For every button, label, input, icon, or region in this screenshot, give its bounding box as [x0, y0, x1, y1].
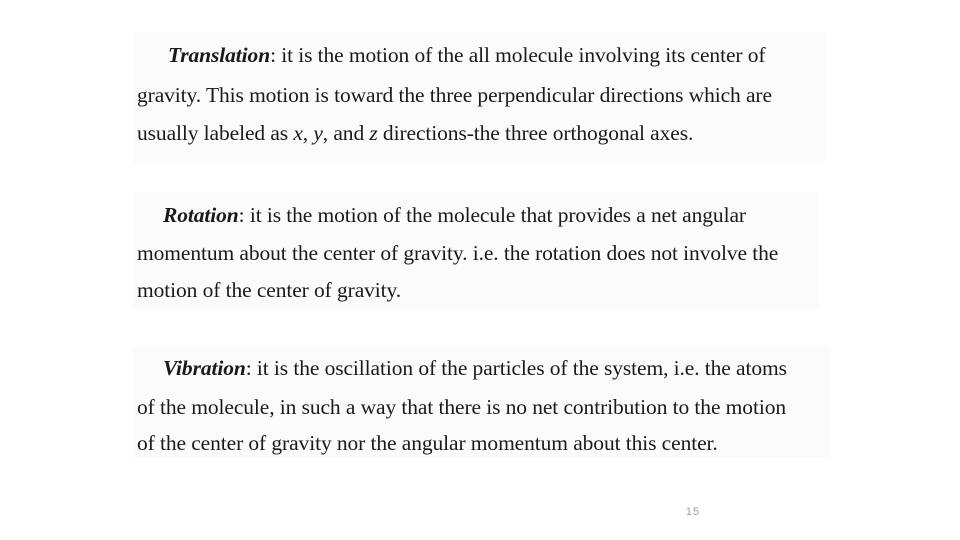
vibration-term: Vibration [163, 356, 246, 380]
page-number: 15 [685, 506, 701, 518]
rotation-line-1-text: : it is the motion of the molecule that provides a net angular [238, 203, 746, 227]
vibration-line-2: of the molecule, in such a way that there is no net contribution to the motion [137, 395, 786, 419]
rotation-term: Rotation [163, 203, 239, 227]
rotation-line-2: momentum about the center of gravity. i.e. the rotation does not involve the [137, 241, 779, 265]
translation-line-1-text: : it is the motion of the all molecule involving its center of [270, 43, 766, 67]
rotation-line-3: motion of the center of gravity. [137, 278, 402, 302]
translation-term: Translation [168, 43, 271, 67]
separator-1: , [302, 121, 314, 145]
axis-z: z [369, 121, 378, 145]
translation-line-1 [168, 42, 765, 68]
axis-x: x [293, 121, 303, 145]
vibration-line-1 [163, 355, 787, 381]
vibration-line-1-text: : it is the oscillation of the particles of the system, i.e. the atoms [245, 356, 787, 380]
separator-2: , and [322, 121, 370, 145]
translation-line-3-post: directions-the three orthogonal axes. [377, 121, 694, 145]
translation-line-3-pre: usually labeled as [137, 121, 294, 145]
rotation-line-1 [163, 202, 746, 228]
translation-line-2: gravity. This motion is toward the three perpendicular directions which are [137, 83, 772, 107]
vibration-line-3: of the center of gravity nor the angular momentum about this center. [137, 431, 718, 455]
translation-line-3 [137, 120, 693, 146]
axis-y: y [313, 121, 323, 145]
